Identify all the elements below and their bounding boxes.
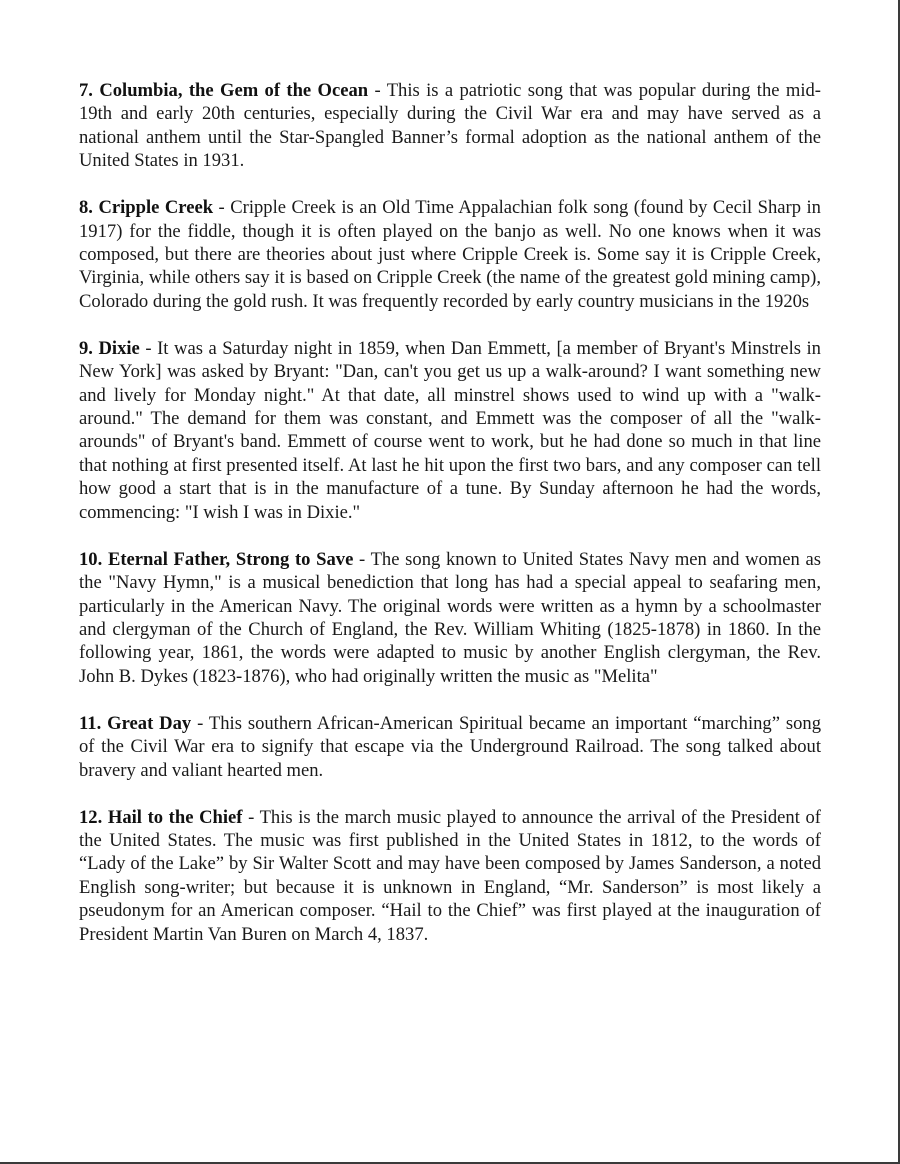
entry-number: 11. [79,712,102,734]
entry-number: 10. [79,548,103,570]
entry-text: The song known to United States Navy men and women as the "Navy Hymn," is a musical benediction that long has had a special appeal to seafaring men, particularly in the American Navy. The original words were written as a hymn by a schoolmaster and clergyman of the Church of England, the Rev. William Whiting (1825-1878) in 1860. In the following year, 1861, the words were adapted to music by another English clergyman, the Rev. John B. Dykes (1823-1876), who had originally written the music as "Melita" [79,548,821,687]
entry-text: Cripple Creek is an Old Time Appalachian folk song (found by Cecil Sharp in 1917) for the fiddle, though it is often played on the banjo as well. No one knows when it was composed, but there are theories about just where Cripple Creek is. Some say it is Cripple Creek, Virginia, while others say it is based on Cripple Creek (the name of the greatest gold mining camp), Colorado during the gold rush. It was frequently recorded by early country musicians in the 1920s [79,197,821,312]
entry-number: 9. [79,337,93,359]
entry-text: This is a patriotic song that was popular during the mid-19th and early 20th centuries, especially during the Civil War era and may have served as a national anthem until the Star-Spangled Banner’s formal adoption as the national anthem of the United States in 1931. [79,80,821,172]
song-entry-10 [79,548,821,688]
entry-separator: - [139,337,158,359]
entry-text: It was a Saturday night in 1859, when Dan Emmett, [a member of Bryant's Minstrels in New York] was asked by Bryant: "Dan, can't you get us up a walk-around? I want something new and lively for Monday night." At that date, all minstrel shows used to wind up with a "walk-around." The demand for them was constant, and Emmett was the composer of all the "walk-arounds" of Bryant's band. Emmett of course went to work, but he had done so much in that line that nothing at first presented itself. At last he hit upon the first two bars, and any composer can tell how good a start that is in the manufacture of a tune. By Sunday afternoon he had the words, commencing: "I wish I was in Dixie." [79,337,821,523]
entry-title: Great Day [107,712,192,734]
entry-text: This is the march music played to announce the arrival of the President of the United States. The music was first published in the United States in 1812, to the words of “Lady of the Lake” by Sir Walter Scott and may have been composed by James Sanderson, a noted English song-writer; but because it is unknown in England, “Mr. Sanderson” is most likely a pseudonym for an American composer. “Hail to the Chief” was first played at the inauguration of President Martin Van Buren on March 4, 1837. [79,806,821,945]
entry-title: Dixie [98,337,140,359]
song-entry-7 [79,79,821,173]
entry-separator: - [368,80,387,101]
document-body [79,79,821,970]
entry-number: 12. [79,806,103,828]
entry-title: Hail to the Chief [107,806,243,828]
entry-title: Cripple Creek [98,197,214,219]
entry-text: This southern African-American Spiritual became an important “marching” song of the Civil War era to signify that escape via the Underground Railroad. The song talked about bravery and valiant hearted men. [79,712,822,781]
entry-number: 7. [79,80,93,101]
song-entry-11 [79,712,821,782]
entry-separator: - [242,806,260,828]
song-entry-9 [79,337,821,524]
song-entry-8 [79,196,821,313]
entry-title: Columbia, the Gem of the Ocean [99,80,369,101]
entry-separator: - [353,548,371,570]
entry-number: 8. [79,197,93,219]
entry-separator: - [213,197,231,219]
entry-title: Eternal Father, Strong to Save [107,548,354,570]
entry-separator: - [191,712,209,734]
song-entry-12 [79,806,821,946]
